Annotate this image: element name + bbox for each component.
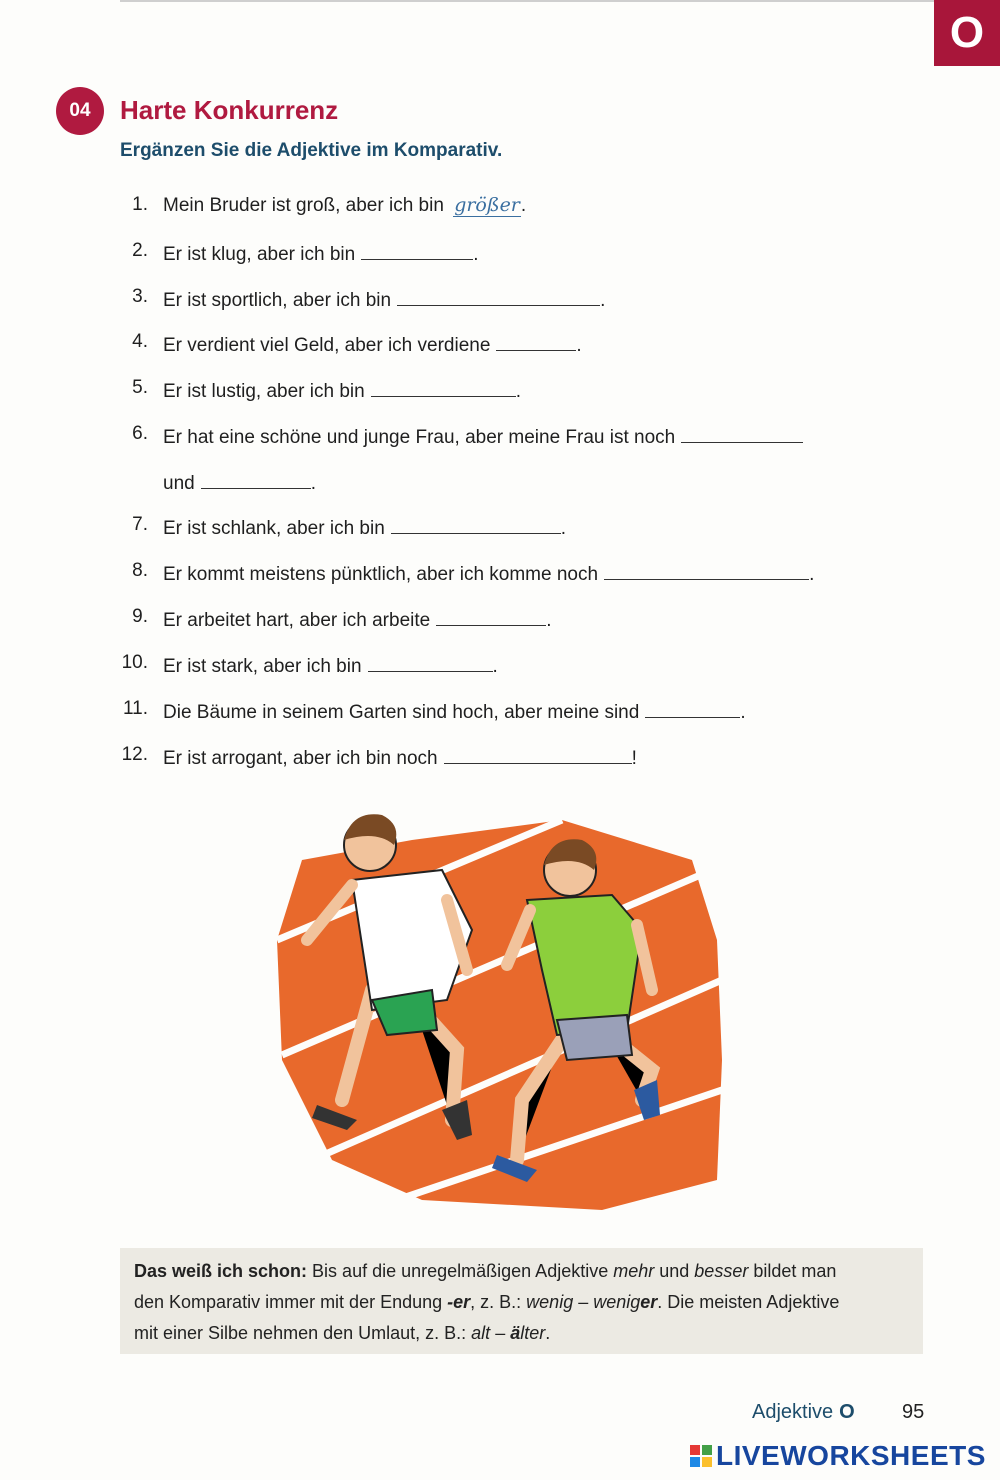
tip-example: wenig — [526, 1292, 574, 1312]
item-number: 2. — [132, 240, 148, 261]
chapter-tab: O — [934, 0, 1000, 66]
tip-text: . Die meisten Adjektive — [657, 1292, 840, 1312]
item-number: 5. — [132, 377, 148, 398]
tip-box — [120, 1248, 923, 1354]
answer-blank[interactable] — [444, 743, 632, 764]
item-number: 3. — [132, 286, 148, 307]
answer-blank[interactable] — [604, 559, 809, 580]
answer-blank[interactable] — [391, 513, 561, 534]
tip-text: – — [573, 1292, 594, 1312]
item-end: . — [740, 702, 746, 723]
item-end: . — [600, 290, 606, 311]
liveworksheets-logo[interactable] — [690, 1440, 986, 1472]
item-number: 1. — [132, 194, 148, 215]
tip-ending: er — [640, 1292, 658, 1312]
footer-section-name: Adjektive — [752, 1401, 834, 1423]
exercise-title: Harte Konkurrenz — [120, 95, 339, 125]
tip-text: , z. B.: — [470, 1292, 527, 1312]
item-end: . — [473, 244, 479, 265]
tip-text: mit einer Silbe nehmen den Umlaut, z. B.: — [134, 1323, 472, 1343]
track-surface — [277, 820, 722, 1210]
item-text: Mein Bruder ist groß, aber ich bin — [163, 195, 444, 216]
item-number: 9. — [132, 606, 148, 627]
tip-text: Bis auf die unregelmäßigen Adjektive — [307, 1261, 614, 1281]
tip-label: Das weiß ich schon: — [134, 1261, 308, 1281]
item-end: . — [560, 518, 567, 539]
tip-example: wenig — [593, 1292, 641, 1312]
item-text: Er ist sportlich, aber ich bin — [163, 290, 392, 311]
item-number: 8. — [132, 560, 148, 581]
liveworksheets-grid-icon — [690, 1445, 712, 1467]
tip-text: bildet man — [748, 1261, 837, 1281]
item-text: Er ist stark, aber ich bin — [163, 656, 362, 677]
tip-example: mehr — [613, 1261, 655, 1281]
tip-example: lter — [520, 1323, 546, 1343]
answer-blank[interactable] — [361, 239, 473, 260]
item-number: 11. — [122, 698, 148, 719]
item-end: . — [546, 610, 552, 631]
answer-blank[interactable] — [681, 422, 803, 443]
item-text: Die Bäume in seinem Garten sind hoch, aber meine sind — [163, 702, 640, 723]
tip-text: den Komparativ immer mit der Endung — [134, 1292, 448, 1312]
item-text: Er ist lustig, aber ich bin — [163, 381, 365, 402]
footer-section — [752, 1401, 855, 1424]
tip-text: – — [490, 1323, 511, 1343]
item-end: . — [809, 564, 815, 585]
item-end: . — [310, 473, 316, 494]
tip-example: alt — [471, 1323, 491, 1343]
item-number: 12. — [121, 744, 148, 765]
top-rule — [120, 0, 935, 2]
answer-blank[interactable] — [645, 697, 740, 718]
item-text: Er hat eine schöne und junge Frau, aber meine Frau ist noch — [163, 427, 676, 448]
item-number: 4. — [132, 331, 148, 352]
item-end: . — [576, 335, 582, 356]
item-text: und — [163, 473, 195, 494]
item-text: Er ist schlank, aber ich bin — [163, 518, 385, 539]
answer-blank[interactable] — [371, 376, 516, 397]
item-end: ! — [631, 748, 637, 769]
item-number: 10. — [121, 652, 148, 673]
footer-section-letter: O — [839, 1401, 855, 1423]
item-text: Er ist arrogant, aber ich bin noch — [163, 748, 438, 769]
exercise-instruction: Ergänzen Sie die Adjektive im Komparativ. — [120, 140, 503, 161]
item-end: . — [492, 656, 498, 677]
tip-example: besser — [694, 1261, 749, 1281]
item-text: Er kommt meistens pünktlich, aber ich komme noch — [163, 564, 599, 585]
answer-blank[interactable] — [368, 651, 493, 672]
tip-text: . — [545, 1323, 551, 1343]
tip-text: und — [654, 1261, 695, 1281]
item-number: 7. — [132, 514, 148, 535]
exercise-number-badge: 04 — [56, 87, 104, 135]
liveworksheets-wordmark: LIVEWORKSHEETS — [716, 1440, 986, 1471]
answer-blank[interactable] — [436, 605, 546, 626]
tip-ending: -er — [447, 1292, 471, 1312]
answer-example: größer — [454, 194, 520, 216]
item-text: Er arbeitet hart, aber ich arbeite — [163, 610, 431, 631]
answer-blank[interactable] — [201, 468, 311, 489]
page-number: 95 — [902, 1401, 925, 1423]
item-number: 6. — [132, 423, 148, 444]
item-end: . — [515, 381, 521, 402]
answer-blank[interactable] — [397, 285, 600, 306]
runners-illustration — [272, 800, 738, 1224]
tip-umlaut: ä — [510, 1323, 521, 1343]
item-end: . — [520, 195, 527, 216]
answer-blank[interactable] — [496, 330, 576, 351]
item-text: Er verdient viel Geld, aber ich verdiene — [163, 335, 491, 356]
item-text: Er ist klug, aber ich bin — [163, 244, 356, 265]
